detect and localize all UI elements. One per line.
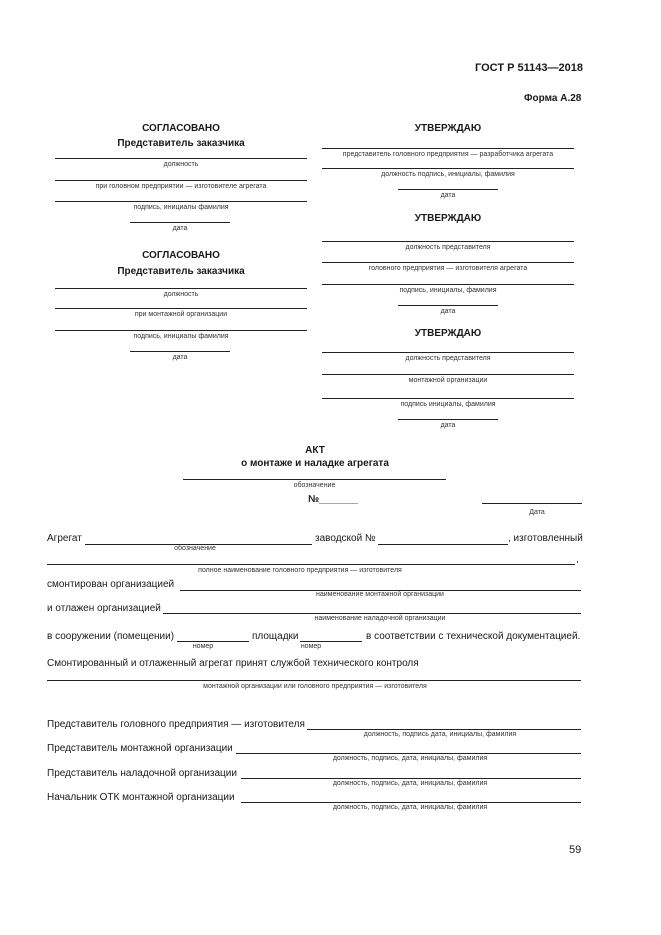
field-caption: дата (440, 422, 456, 429)
serial-label: заводской № (315, 533, 376, 544)
building-number-field[interactable] (177, 641, 249, 642)
field-caption: Дата (529, 509, 545, 516)
field-caption: должность подпись, инициалы, фамилия (381, 171, 515, 178)
serial-field[interactable] (378, 544, 508, 545)
field-caption: должность (163, 161, 199, 168)
form-number: Форма А.28 (524, 93, 582, 104)
mounted-label: смонтирован организацией (47, 579, 175, 590)
page-number: 59 (569, 844, 582, 856)
signature-line[interactable] (322, 168, 574, 169)
right-approval-heading-1: УТВЕРЖДАЮ (414, 123, 482, 134)
act-subtitle: о монтаже и наладке агрегата (241, 458, 389, 469)
date-line[interactable] (398, 305, 498, 306)
date-line[interactable] (398, 419, 498, 420)
aggregate-label: Агрегат (47, 533, 82, 544)
field-caption: полное наименование головного предприятия — изготовителя (198, 567, 402, 574)
field-caption: дата (440, 192, 456, 199)
field-caption: монтажной организации (408, 377, 488, 384)
field-caption: дата (440, 308, 456, 315)
field-caption: наименование наладочной организации (314, 615, 446, 622)
date-line[interactable] (482, 503, 582, 504)
standard-number: ГОСТ Р 51143—2018 (475, 62, 583, 74)
signature-line[interactable] (322, 374, 574, 375)
signature-line[interactable] (322, 262, 574, 263)
field-caption: должность, подпись, дата, инициалы, фамилия (332, 755, 488, 762)
field-caption: должность представителя (405, 355, 491, 362)
field-caption: монтажной организации или головного предприятия — изготовителя (203, 683, 427, 690)
manufactured-label: , изготовленный (508, 533, 583, 544)
signature-field-mounting[interactable] (236, 753, 581, 754)
designation-line[interactable] (183, 479, 446, 480)
date-line[interactable] (130, 351, 230, 352)
right-approval-heading-3: УТВЕРЖДАЮ (414, 328, 482, 339)
field-caption: представитель головного предприятия — разработчика агрегата (342, 151, 554, 158)
signature-line[interactable] (55, 201, 307, 202)
signature-line[interactable] (55, 308, 307, 309)
field-caption: должность, подпись, дата, инициалы, фамилия (332, 804, 488, 811)
field-caption: должность представителя (405, 244, 491, 251)
signature-line[interactable] (322, 284, 574, 285)
field-caption: должность, подпись, дата, инициалы, фамилия (332, 780, 488, 787)
left-approval-subheading-2: Представитель заказчика (117, 266, 245, 277)
accepted-text: Смонтированный и отлаженный агрегат принят службой технического контроля (47, 658, 419, 669)
site-number-field[interactable] (300, 641, 362, 642)
trailing-comma: , (576, 554, 579, 565)
field-caption: подпись, инициалы, фамилия (399, 287, 497, 294)
signature-line[interactable] (55, 288, 307, 289)
field-caption: должность, подпись дата, инициалы, фамилия (363, 731, 517, 738)
signature-line[interactable] (322, 398, 574, 399)
act-number-field[interactable]: №_______ (308, 494, 359, 505)
signature-line[interactable] (55, 180, 307, 181)
commissioning-org-field[interactable] (163, 613, 581, 614)
signature-line[interactable] (322, 148, 574, 149)
site-label: площадки (252, 631, 299, 642)
left-approval-subheading-1: Представитель заказчика (117, 138, 245, 149)
commissioned-label: и отлажен организацией (47, 603, 161, 614)
signature-label-mounting: Представитель монтажной организации (47, 743, 233, 754)
act-title: АКТ (305, 445, 325, 456)
signature-field-commissioning[interactable] (241, 778, 581, 779)
field-caption: должность (163, 291, 199, 298)
field-caption: номер (300, 643, 322, 650)
field-caption: подпись инициалы, фамилия (400, 401, 496, 408)
accepted-field[interactable] (47, 680, 581, 681)
field-caption: подпись, инициалы фамилия (133, 204, 229, 211)
signature-line[interactable] (322, 352, 574, 353)
signature-field-qc-chief[interactable] (241, 802, 581, 803)
field-caption: обозначение (174, 545, 216, 552)
signature-line[interactable] (55, 330, 307, 331)
signature-label-commissioning: Представитель наладочной организации (47, 768, 237, 779)
date-line[interactable] (130, 222, 230, 223)
manufacturer-field[interactable] (47, 564, 575, 565)
field-caption: обозначение (293, 482, 336, 489)
left-approval-heading-2: СОГЛАСОВАНО (142, 250, 220, 261)
signature-field-manufacturer[interactable] (307, 729, 581, 730)
field-caption: при головном предприятии — изготовителе агрегата (95, 183, 267, 190)
signature-label-qc-chief: Начальник ОТК монтажной организации (47, 792, 235, 803)
compliance-label: в соответствии с технической документацией. (366, 631, 581, 642)
field-caption: дата (172, 225, 188, 232)
right-approval-heading-2: УТВЕРЖДАЮ (414, 213, 482, 224)
signature-label-manufacturer: Представитель головного предприятия — изготовителя (47, 719, 305, 730)
field-caption: наименование монтажной организации (316, 591, 444, 598)
building-label: в сооружении (помещении) (47, 631, 175, 642)
field-caption: подпись, инициалы фамилия (133, 333, 229, 340)
field-caption: при монтажной организации (134, 311, 228, 318)
field-caption: головного предприятия — изготовителя агрегата (368, 265, 528, 272)
field-caption: дата (172, 354, 188, 361)
field-caption: номер (192, 643, 214, 650)
signature-line[interactable] (55, 158, 307, 159)
left-approval-heading-1: СОГЛАСОВАНО (142, 123, 220, 134)
date-line[interactable] (398, 189, 498, 190)
signature-line[interactable] (322, 241, 574, 242)
